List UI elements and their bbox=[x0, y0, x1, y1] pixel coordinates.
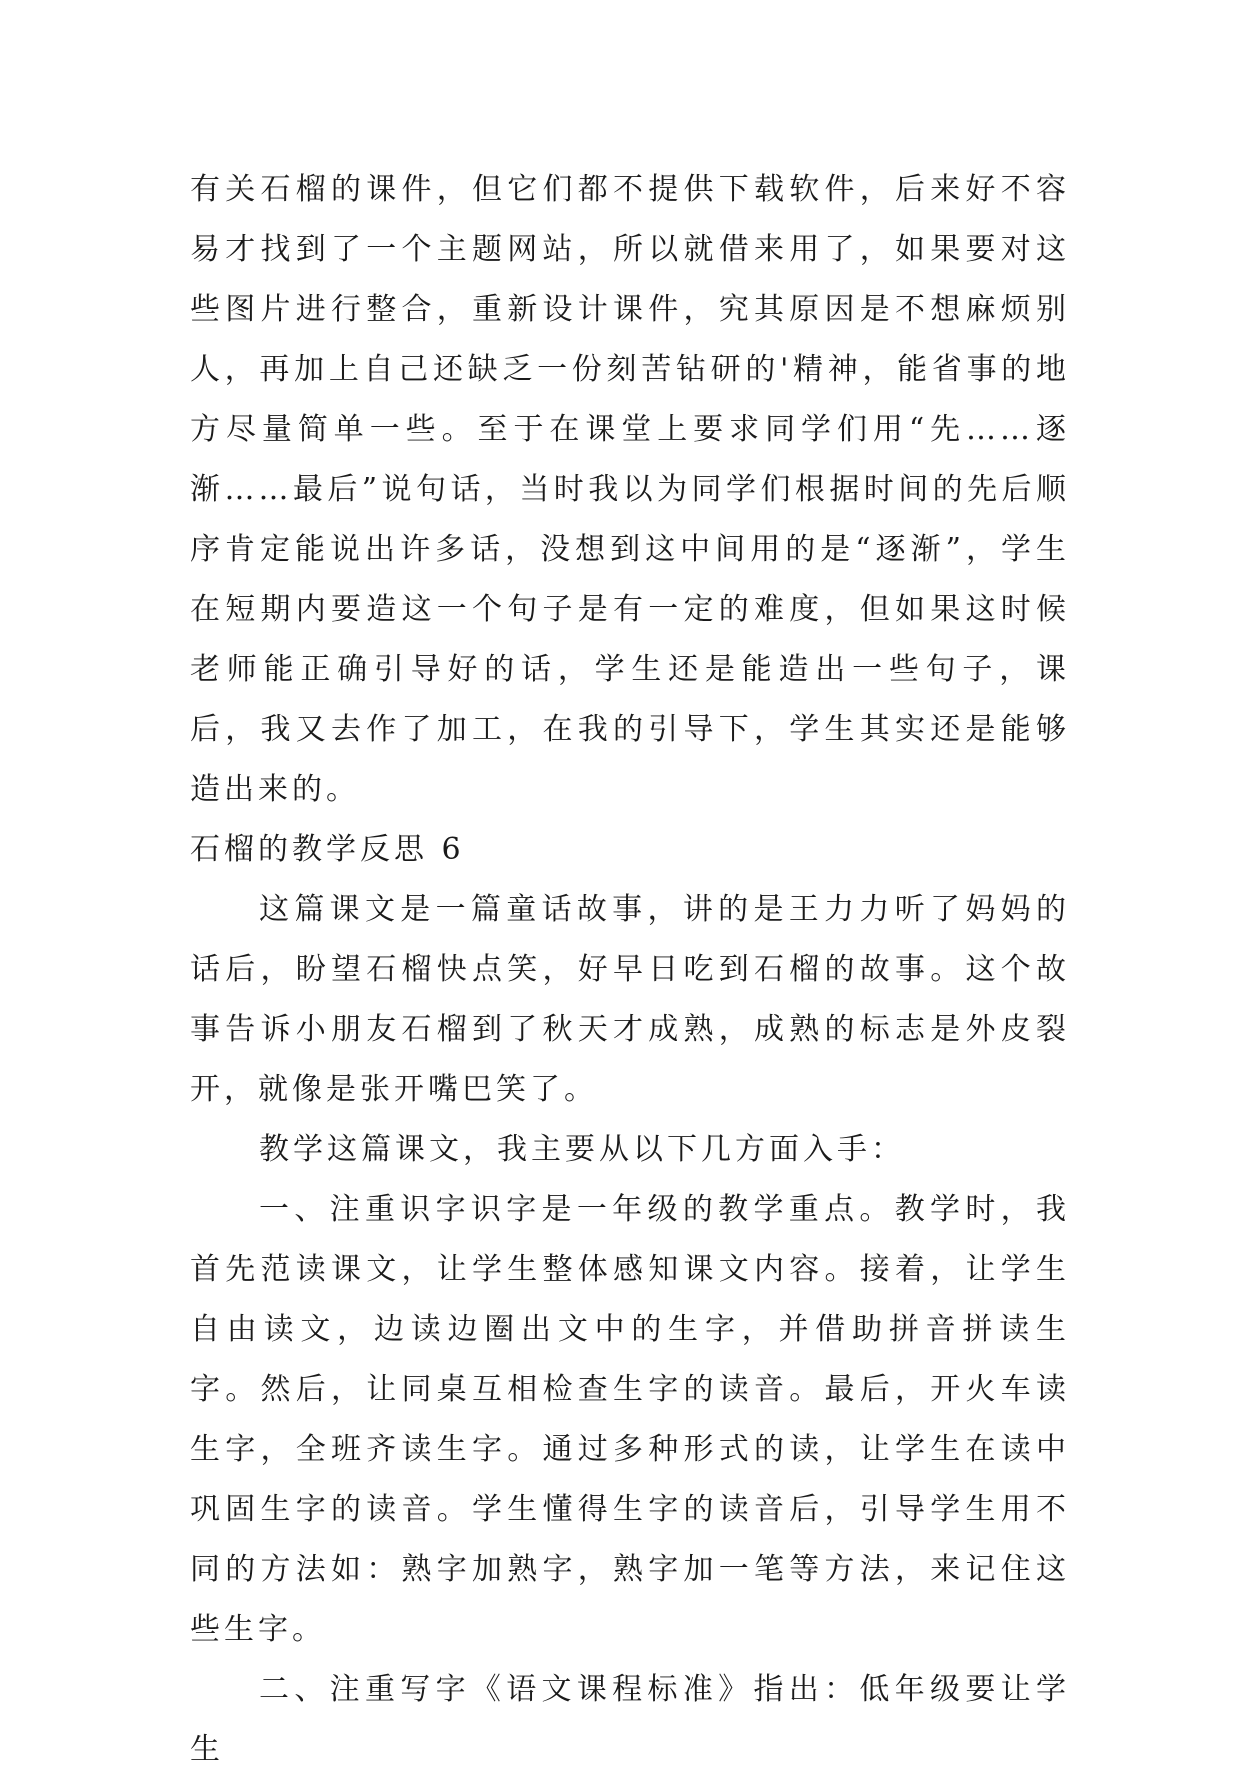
paragraph-1: 这篇课文是一篇童话故事，讲的是王力力听了妈妈的话后，盼望石榴快点笑，好早日吃到石榴的故事。这个故事告诉小朋友石榴到了秋天才成熟，成熟的标志是外皮裂开，就像是张开嘴巴笑了。 bbox=[190, 892, 1070, 1107]
section-title: 石榴的教学反思 6 bbox=[190, 832, 465, 867]
paragraph-3: 一、注重识字识字是一年级的教学重点。教学时，我首先范读课文，让学生整体感知课文内容。接着，让学生自由读文，边读边圈出文中的生字，并借助拼音拼读生字。然后，让同桌互相检查生字的读音。最后，开火车读生字，全班齐读生字。通过多种形式的读，让学生在读中巩固生字的读音。学生懂得生字的读音后，引导学生用不同的方法如：熟字加熟字，熟字加一笔等方法，来记住这些生字。 bbox=[190, 1192, 1070, 1647]
continuation-paragraph: 有关石榴的课件，但它们都不提供下载软件，后来好不容易才找到了一个主题网站，所以就借来用了，如果要对这些图片进行整合，重新设计课件，究其原因是不想麻烦别人，再加上自己还缺乏一份刻苦钻研的'精神，能省事的地方尽量简单一些。至于在课堂上要求同学们用“先……逐渐……最后”说句话，当时我以为同学们根据时间的先后顺序肯定能说出许多话，没想到这中间用的是“逐渐”，学生在短期内要造这一个句子是有一定的难度，但如果这时候老师能正确引导好的话，学生还是能造出一些句子，课后，我又去作了加工，在我的引导下，学生其实还是能够造出来的。 bbox=[190, 172, 1070, 807]
document-body bbox=[190, 160, 1070, 1780]
paragraph-2: 教学这篇课文，我主要从以下几方面入手： bbox=[259, 1132, 905, 1167]
paragraph-4: 二、注重写字《语文课程标准》指出：低年级要让学生 bbox=[190, 1672, 1070, 1767]
